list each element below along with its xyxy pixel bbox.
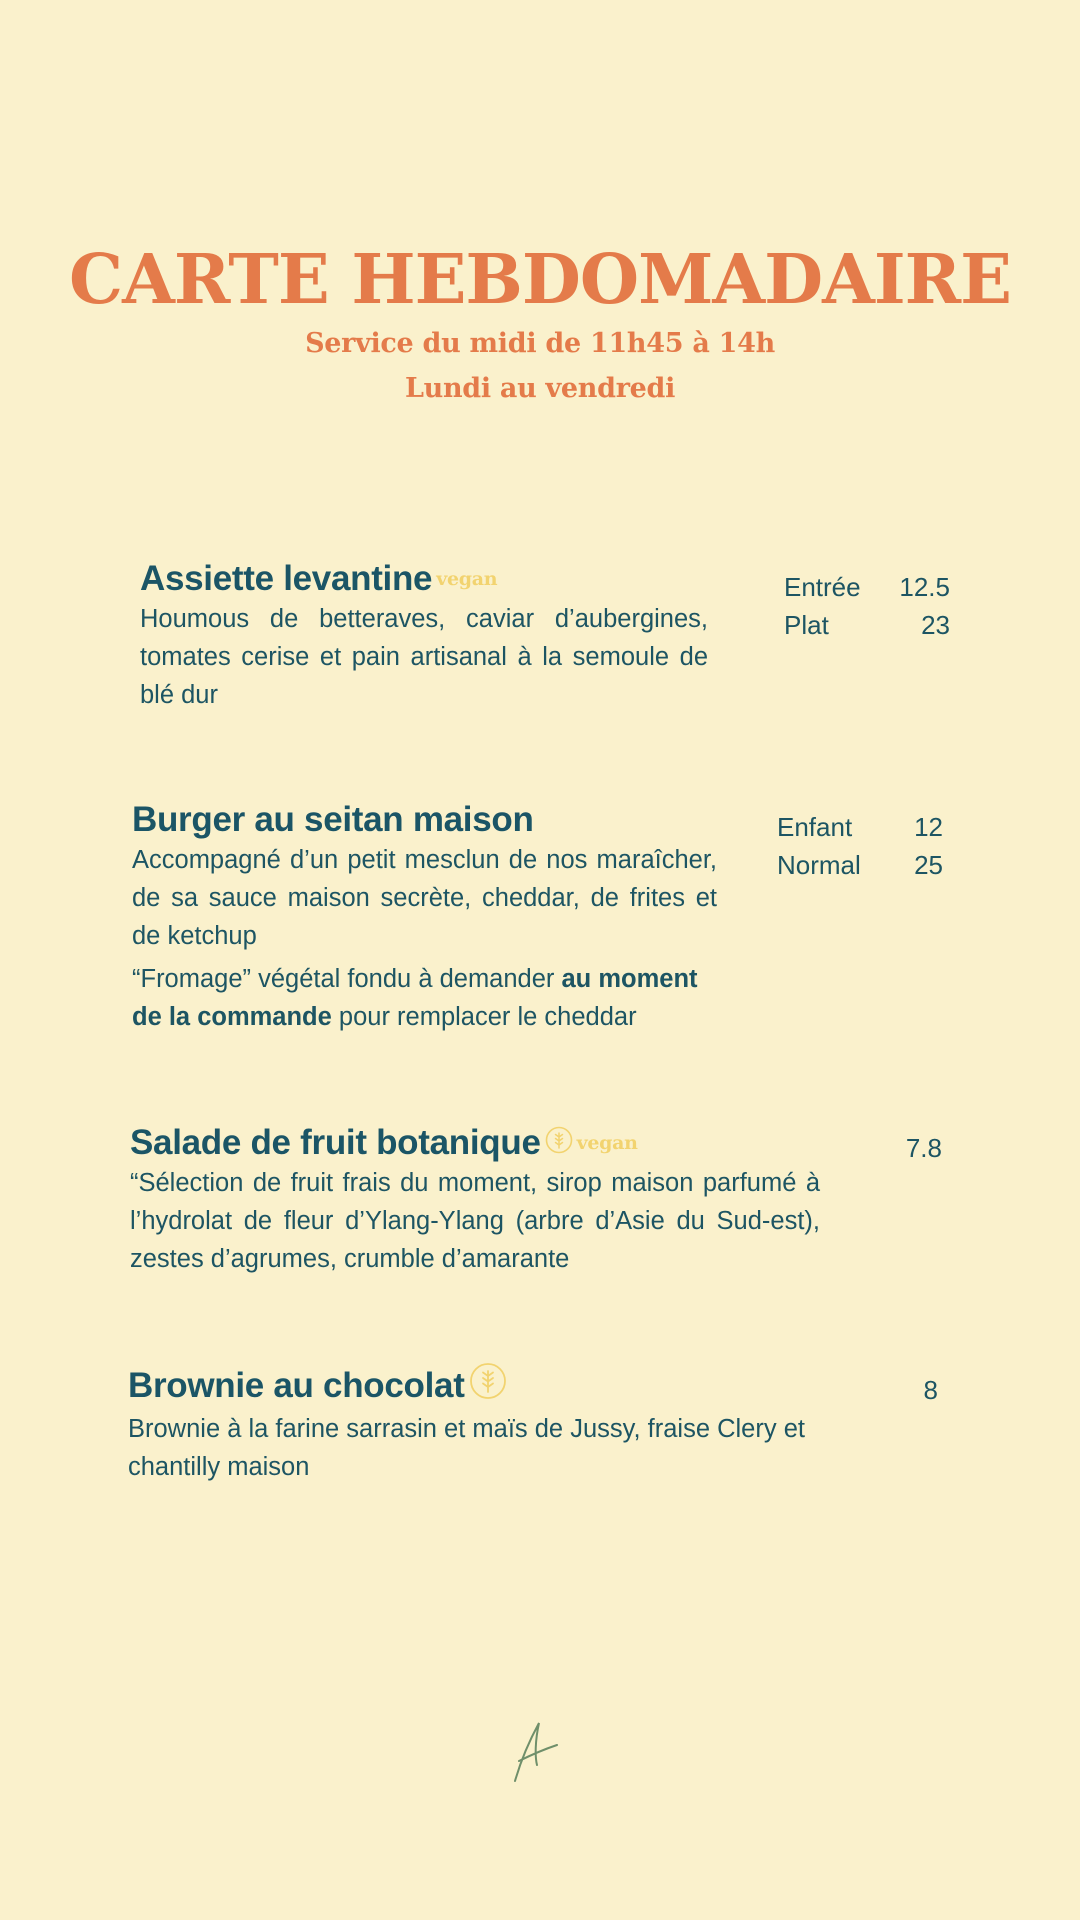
item-prices (784, 568, 950, 644)
item-title: Burger au seitan maison (132, 799, 534, 839)
price-value: 12 (914, 812, 943, 842)
price-row (784, 606, 950, 644)
item-name (140, 556, 708, 600)
item-name (130, 1120, 820, 1164)
item-price: 8 (923, 1375, 938, 1405)
price-value: 23 (921, 610, 950, 640)
price-label: Entrée (784, 572, 861, 602)
item-title: Salade de fruit botanique (130, 1122, 541, 1162)
menu-item-burger-seitan (132, 797, 717, 1036)
price-label: Normal (777, 850, 861, 880)
note-text: pour remplacer le cheddar (331, 1002, 637, 1031)
gluten-free-icon (469, 1362, 507, 1410)
signature-logo-icon (505, 1715, 567, 1790)
item-title: Assiette levantine (140, 558, 433, 598)
item-title: Brownie au chocolat (128, 1366, 465, 1405)
price-label: Plat (784, 610, 829, 640)
service-days: Lundi au vendredi (404, 373, 676, 404)
note-emphasis: au moment de la commande (132, 964, 698, 1031)
item-name (132, 797, 717, 841)
vegan-tag: vegan (576, 1131, 638, 1154)
item-price: 7.8 (905, 1133, 942, 1163)
item-description: Houmous de betteraves, caviar d’aubergines, tomates cerise et pain artisanal à la semoule de blé dur (140, 604, 708, 709)
menu-item-brownie (128, 1362, 808, 1486)
item-description: Accompagné d’un petit mesclun de nos maraîcher, de sa sauce maison secrète, cheddar, de frites et de ketchup (132, 845, 717, 950)
gluten-free-icon (545, 1122, 573, 1164)
item-note (132, 960, 717, 1036)
vegan-tag: vegan (436, 567, 498, 590)
price-value: 25 (914, 850, 943, 880)
service-hours: Service du midi de 11h45 à 14h (305, 328, 775, 359)
item-prices (777, 808, 943, 884)
price-row (777, 846, 943, 884)
menu-item-assiette-levantine (140, 556, 708, 714)
item-description: Brownie à la farine sarrasin et maïs de Jussy, fraise Clery et chantilly maison (128, 1415, 805, 1481)
item-name (128, 1362, 808, 1410)
note-text: “Fromage” végétal fondu à demander (132, 964, 562, 993)
menu-header (0, 240, 1080, 410)
item-description: “Sélection de fruit frais du moment, sirop maison parfumé à l’hydrolat de fleur d’Ylang-Ylang (arbre d’Asie du Sud-est), zestes d’agrumes, crumble d’amarante (130, 1168, 820, 1273)
price-row (784, 568, 950, 606)
price-label: Enfant (777, 812, 853, 842)
price-value: 12.5 (899, 572, 950, 602)
menu-item-salade-fruit (130, 1120, 820, 1278)
price-row (777, 808, 943, 846)
page-title: CARTE HEBDOMADAIRE (69, 240, 1011, 320)
